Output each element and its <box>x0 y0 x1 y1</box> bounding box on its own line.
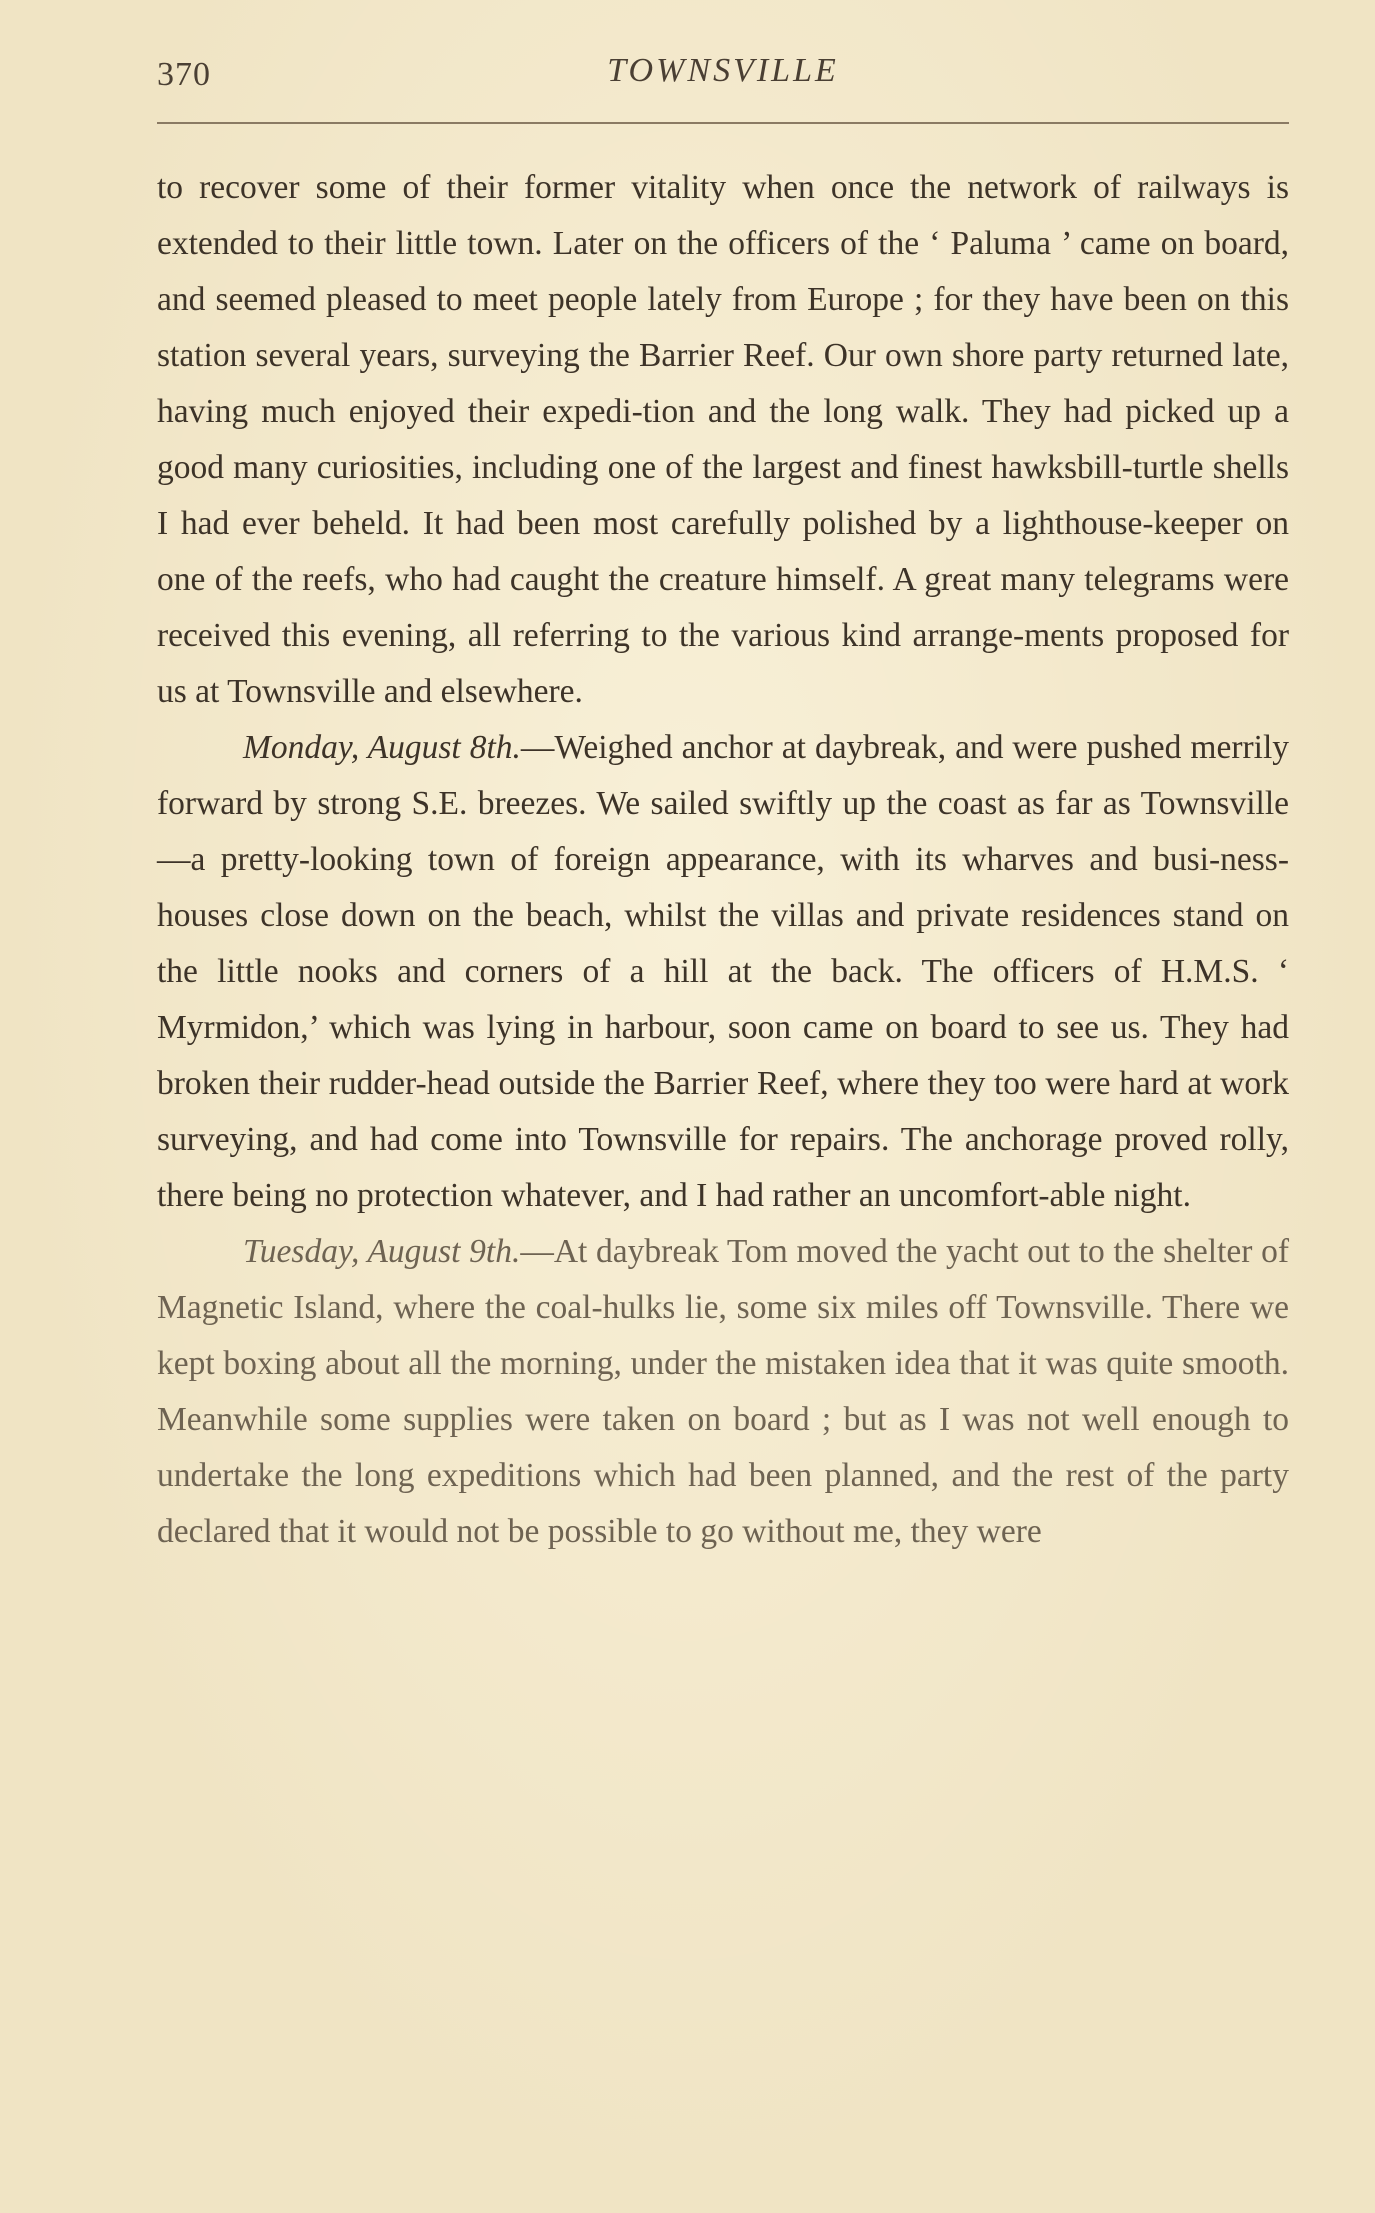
dateline-monday: Monday, August 8th. <box>243 729 521 766</box>
paragraph-3-text: —At daybreak Tom moved the yacht out to the shelter of Magnetic Island, where the coal-hulks lie, some six miles off Townsville. There we kept boxing about all the morning, under the mistaken idea that it was quite smooth. Meanwhile some supplies were taken on board ; but as I was not well enough to undertake the long expeditions which had been planned, and the rest of the party declared that it would not be possible to go without me, they were <box>157 1233 1290 1550</box>
body-text <box>157 160 1289 1560</box>
paragraph-2-text: —Weighed anchor at daybreak, and were pushed merrily forward by strong S.E. breezes. We sailed swiftly up the coast as far as Townsville—a pretty-looking town of foreign appearance, with its wharves and busi-ness-houses close down on the beach, whilst the villas and private residences stand on the little nooks and corners of a hill at the back. The officers of H.M.S. ‘ Myrmidon,’ which was lying in harbour, soon came on board to see us. They had broken their rudder-head outside the Barrier Reef, where they too were hard at work surveying, and had come into Townsville for repairs. The anchorage proved rolly, there being no protection whatever, and I had rather an uncomfort-able night. <box>157 729 1290 1214</box>
header-rule <box>157 122 1289 124</box>
page-number: 370 <box>157 56 211 93</box>
running-head: TOWNSVILLE <box>607 52 839 89</box>
paragraph-3 <box>157 1224 1289 1560</box>
page-header <box>157 52 1289 122</box>
paragraph-2 <box>157 720 1289 1224</box>
dateline-tuesday: Tuesday, August 9th. <box>243 1233 521 1270</box>
paragraph-1: to recover some of their former vitality when once the network of railways is extended to their little town. Later on the officers of the ‘ Paluma ’ came on board, and seemed pleased to meet people lately from Europe ; for they have been on this station several years, surveying the Barrier Reef. Our own shore party returned late, having much enjoyed their expedi-tion and the long walk. They had picked up a good many curiosities, including one of the largest and finest hawksbill-turtle shells I had ever beheld. It had been most carefully polished by a lighthouse-keeper on one of the reefs, who had caught the creature himself. A great many telegrams were received this evening, all referring to the various kind arrange-ments proposed for us at Townsville and elsewhere. <box>157 169 1289 710</box>
